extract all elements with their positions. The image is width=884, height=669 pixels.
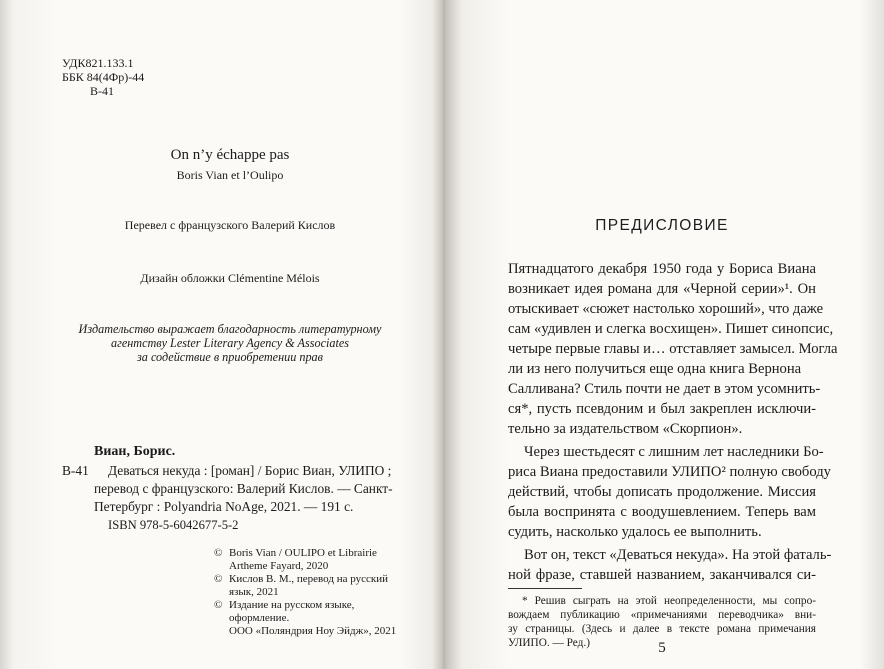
page-number: 5	[658, 640, 666, 656]
text-line: Вот он, текст «Деваться некуда». На этой фаталь-	[524, 547, 832, 563]
text-line: ся*, пусть псевдоним и был закреплен исключи-	[508, 401, 816, 417]
original-title: On n’y échappe pas	[170, 147, 290, 163]
cover-design-credit: Дизайн обложки Clémentine Mélois	[140, 271, 320, 285]
text-line: ли из него получиться еще одна книга Вернона	[508, 361, 802, 377]
text-line: Пятнадцатого декабря 1950 года у Бориса Виана	[508, 261, 816, 277]
copyright-line: Artheme Fayard, 2020	[229, 560, 329, 572]
text-line: риса Виана предоставили УЛИПО² полную свободу	[508, 464, 831, 480]
right-page	[444, 0, 884, 669]
chapter-heading: ПРЕДИСЛОВИЕ	[595, 217, 729, 234]
catalog-code: В-41	[62, 463, 89, 478]
acknowledgment-line: Издательство выражает благодарность литературному	[78, 322, 382, 336]
copyright-symbol: ©	[214, 547, 223, 559]
copyright-line: ООО «Поляндрия Ноу Эйдж», 2021	[229, 625, 397, 637]
footnote-rule	[508, 588, 582, 589]
text-line: Салливана? Стиль почти не дает в этом усомнить-	[508, 381, 821, 397]
text-line: Через шестьдесят с лишним лет наследники Бо-	[524, 444, 824, 460]
copyright-line: Boris Vian / OULIPO et Librairie	[229, 547, 377, 559]
footnote-line: УЛИПО. — Ред.)	[508, 637, 590, 649]
catalog-line: Деваться некуда : [роман] / Борис Виан, УЛИПО ;	[108, 463, 392, 478]
bbk-code: ББК 84(4Фр)-44	[62, 70, 145, 84]
udc-code: УДК821.133.1	[62, 56, 134, 70]
acknowledgment-line: агентству Lester Literary Agency & Associates	[110, 336, 350, 350]
copyright-symbol: ©	[214, 599, 223, 611]
isbn: ISBN 978-5-6042677-5-2	[108, 518, 239, 532]
footnote-line: зу страницы. (Здесь и далее в тексте романа примечания	[508, 623, 816, 635]
copyright-symbol: ©	[214, 573, 223, 585]
copyright-line: язык, 2021	[229, 586, 279, 598]
catalog-line: Петербург : Polyandria NoAge, 2021. — 191 с.	[94, 499, 354, 514]
author-mark: В-41	[90, 84, 114, 98]
footnote-line: * Решив сыграть на этой неопределенности, мы сопро-	[522, 595, 816, 607]
text-line: была воспринята с воодушевлением. Теперь вам	[508, 504, 816, 520]
acknowledgment-line: за содействие в приобретении прав	[137, 350, 323, 364]
copyright-line: Издание на русском языке,	[229, 599, 355, 611]
text-line: ной фразе, ставшей названием, заканчивался си-	[508, 567, 816, 583]
original-authors: Boris Vian et l’Oulipo	[176, 168, 284, 182]
text-line: действий, чтобы дописать продолжение. Миссия	[508, 484, 816, 500]
copyright-line: оформление.	[229, 612, 290, 624]
text-line: тельно за издательством «Скорпион».	[508, 421, 743, 437]
copyright-line: Кислов В. М., перевод на русский	[229, 573, 388, 585]
footnote-line: вождаем публикацию «примечаниями переводчика» вни-	[508, 609, 816, 621]
text-line: отыскивает «сюжет настолько хороший», что даже	[508, 301, 824, 317]
catalog-line: перевод с французского: Валерий Кислов. — Санкт-	[94, 481, 393, 496]
translator-credit: Перевел с французского Валерий Кислов	[124, 218, 336, 232]
text-line: четыре первые главы и… отставляет замысел. Могла	[508, 341, 838, 357]
catalog-author: Виан, Борис.	[94, 444, 176, 459]
text-line: сам «удивлен и слегка восхищен». Пишет синопсис,	[508, 321, 834, 337]
text-line: возникает идея романа для «Черной серии»¹. Он	[508, 281, 816, 297]
text-line: судить, насколько удалось ее выполнить.	[508, 524, 762, 540]
